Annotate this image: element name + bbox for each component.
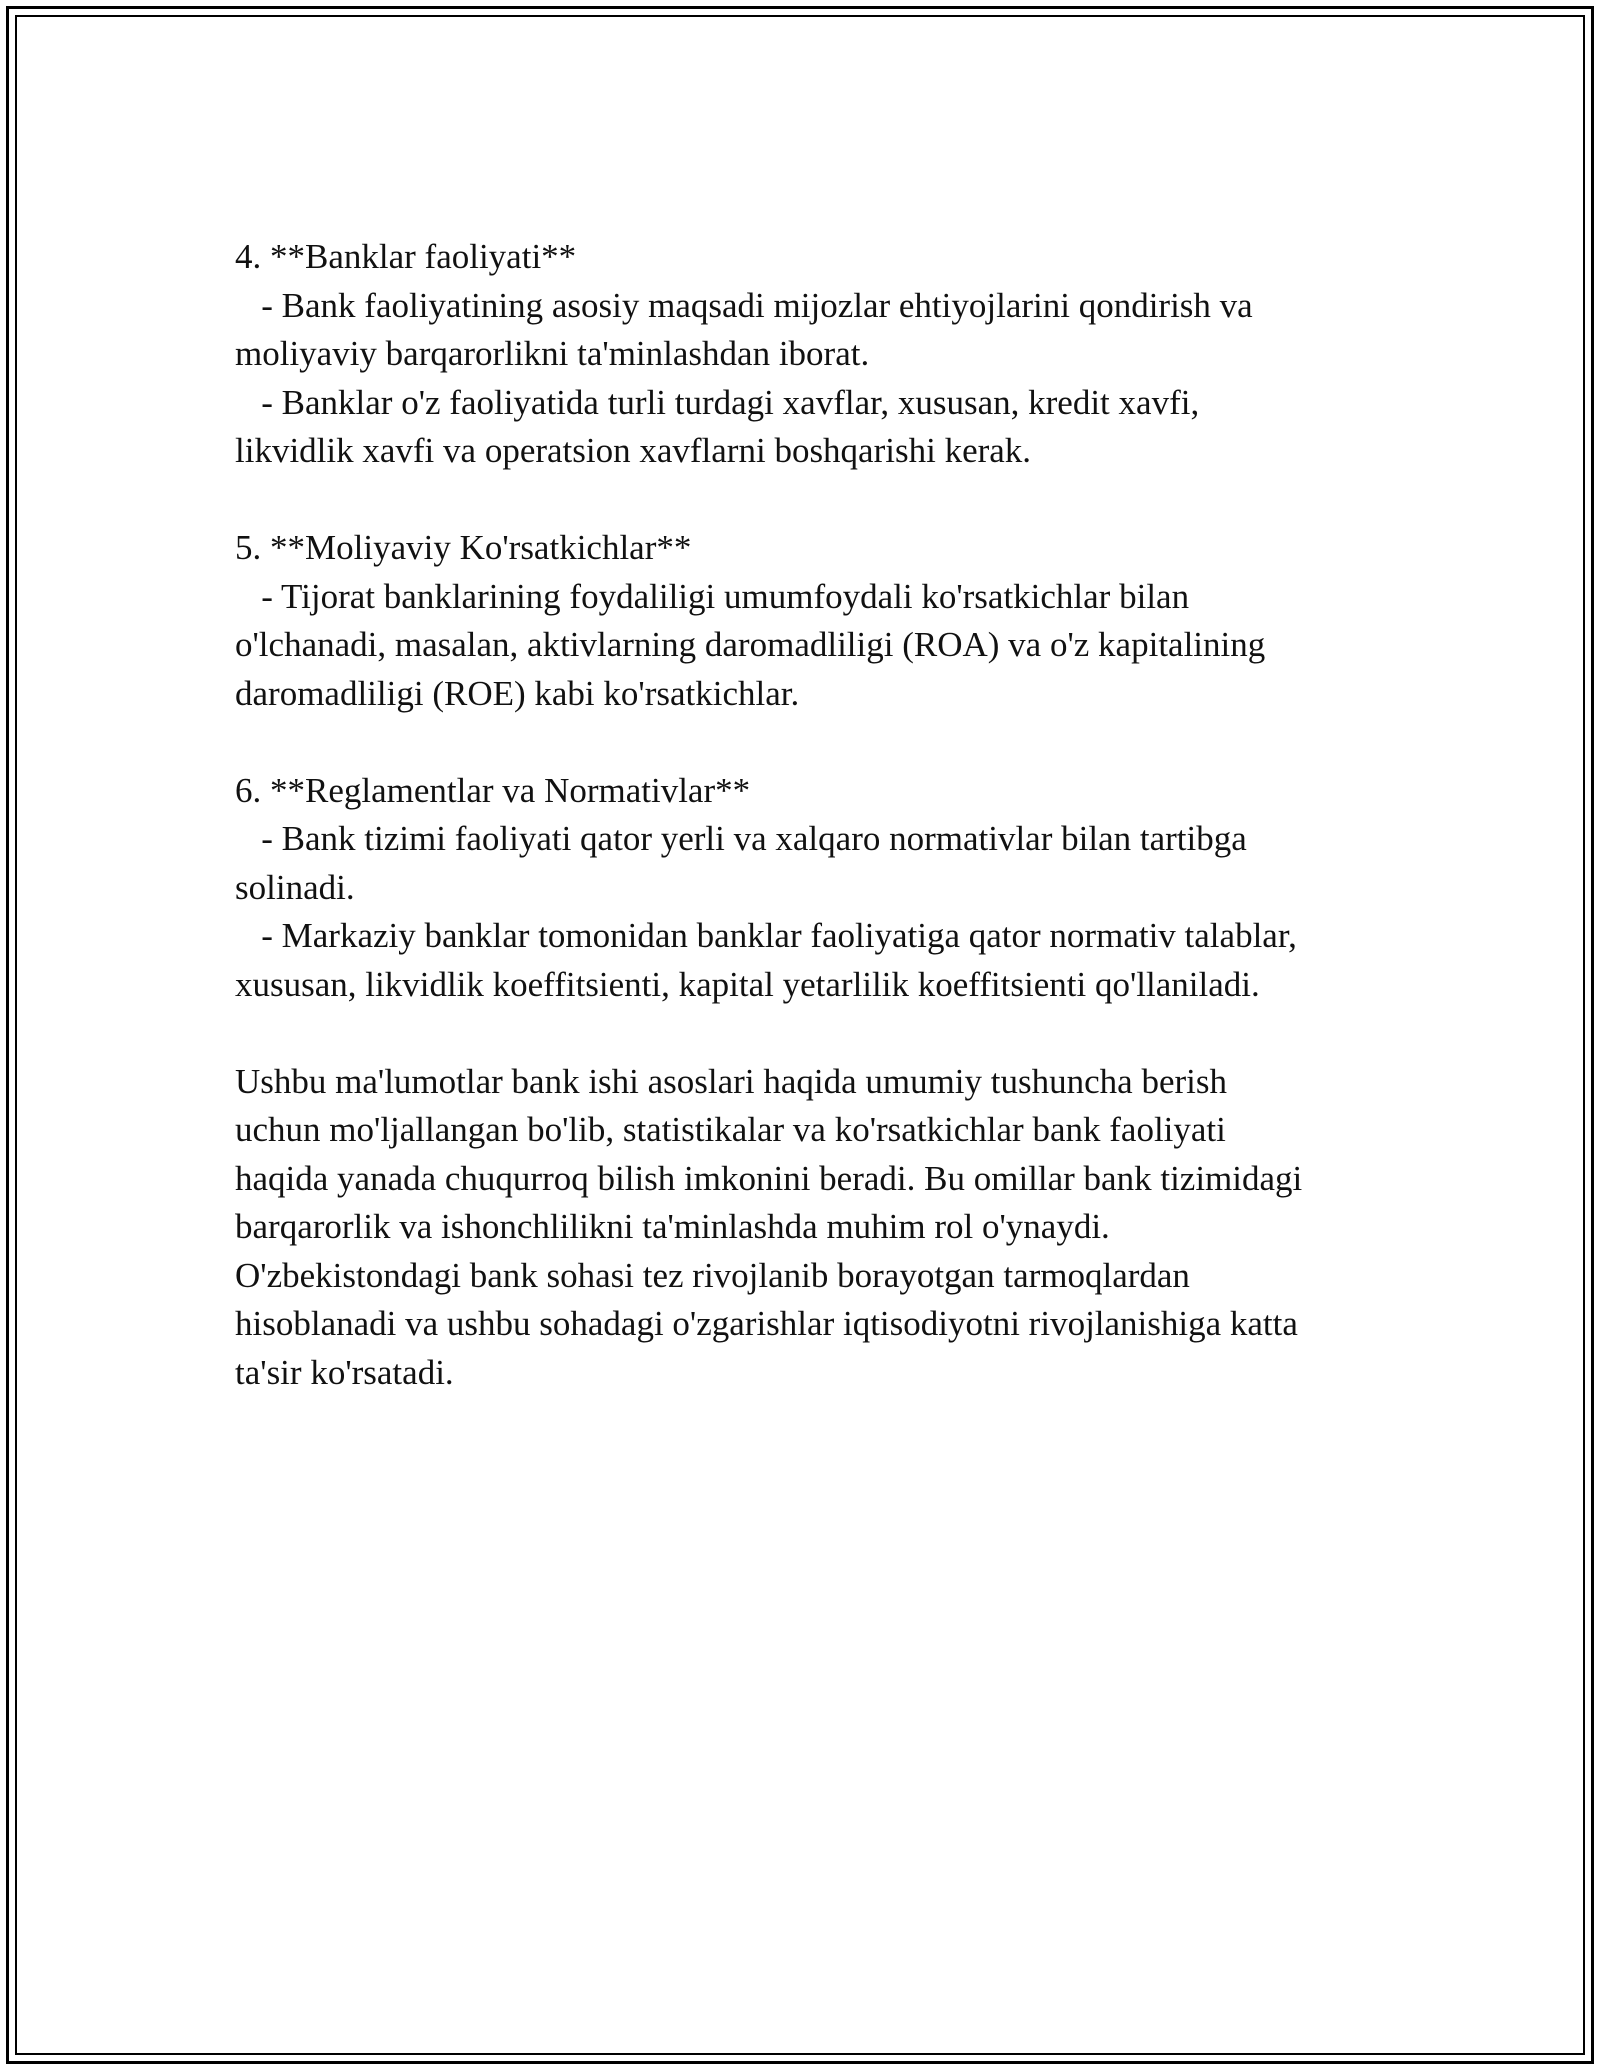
section-line: - Banklar o'z faoliyatida turli turdagi xavflar, xususan, kredit xavfi,	[235, 382, 1200, 422]
paragraph-line: O'zbekistondagi bank sohasi tez rivojlanib borayotgan tarmoqlardan	[235, 1255, 1190, 1295]
paragraph-line: Ushbu ma'lumotlar bank ishi asoslari haqida umumiy tushuncha berish	[235, 1061, 1227, 1101]
section-line: solinadi.	[235, 867, 355, 907]
section-line: - Bank faoliyatining asosiy maqsadi mijozlar ehtiyojlarini qondirish va	[235, 285, 1253, 325]
section-line: o'lchanadi, masalan, aktivlarning daromadliligi (ROA) va o'z kapitalining	[235, 625, 1266, 664]
paragraph-line: uchun mo'ljallangan bo'lib, statistikalar va ko'rsatkichlar bank faoliyati	[235, 1110, 1226, 1149]
section-banklar-faoliyati	[235, 233, 1355, 476]
section-heading: 5. **Moliyaviy Ko'rsatkichlar**	[235, 528, 692, 567]
paragraph-line: barqarorlik va ishonchlilikni ta'minlashda muhim rol o'ynaydi.	[235, 1207, 1110, 1246]
section-line: - Markaziy banklar tomonidan banklar faoliyatiga qator normativ talablar,	[235, 916, 1297, 955]
paragraph-line: haqida yanada chuqurroq bilish imkonini beradi. Bu omillar bank tizimidagi	[235, 1158, 1303, 1198]
section-moliyaviy-korsatkichlar	[235, 524, 1355, 718]
section-heading: 4. **Banklar faoliyati**	[235, 237, 577, 276]
section-reglamentlar-normativlar	[235, 767, 1355, 1010]
section-line: - Tijorat banklarining foydaliligi umumfoydali ko'rsatkichlar bilan	[235, 576, 1190, 616]
conclusion-paragraph	[235, 1058, 1355, 1398]
document-body	[235, 233, 1355, 1446]
section-line: - Bank tizimi faoliyati qator yerli va xalqaro normativlar bilan tartibga	[235, 819, 1247, 858]
paragraph-line: ta'sir ko'rsatadi.	[235, 1352, 454, 1392]
section-line: xususan, likvidlik koeffitsienti, kapital yetarlilik koeffitsienti qo'llaniladi.	[235, 964, 1260, 1004]
section-heading: 6. **Reglamentlar va Normativlar**	[235, 770, 751, 810]
section-line: likvidlik xavfi va operatsion xavflarni boshqarishi kerak.	[235, 431, 1032, 470]
paragraph-line: hisoblanadi va ushbu sohadagi o'zgarishlar iqtisodiyotni rivojlanishiga katta	[235, 1304, 1298, 1343]
section-line: moliyaviy barqarorlikni ta'minlashdan iborat.	[235, 334, 870, 373]
section-line: daromadliligi (ROE) kabi ko'rsatkichlar.	[235, 673, 800, 713]
